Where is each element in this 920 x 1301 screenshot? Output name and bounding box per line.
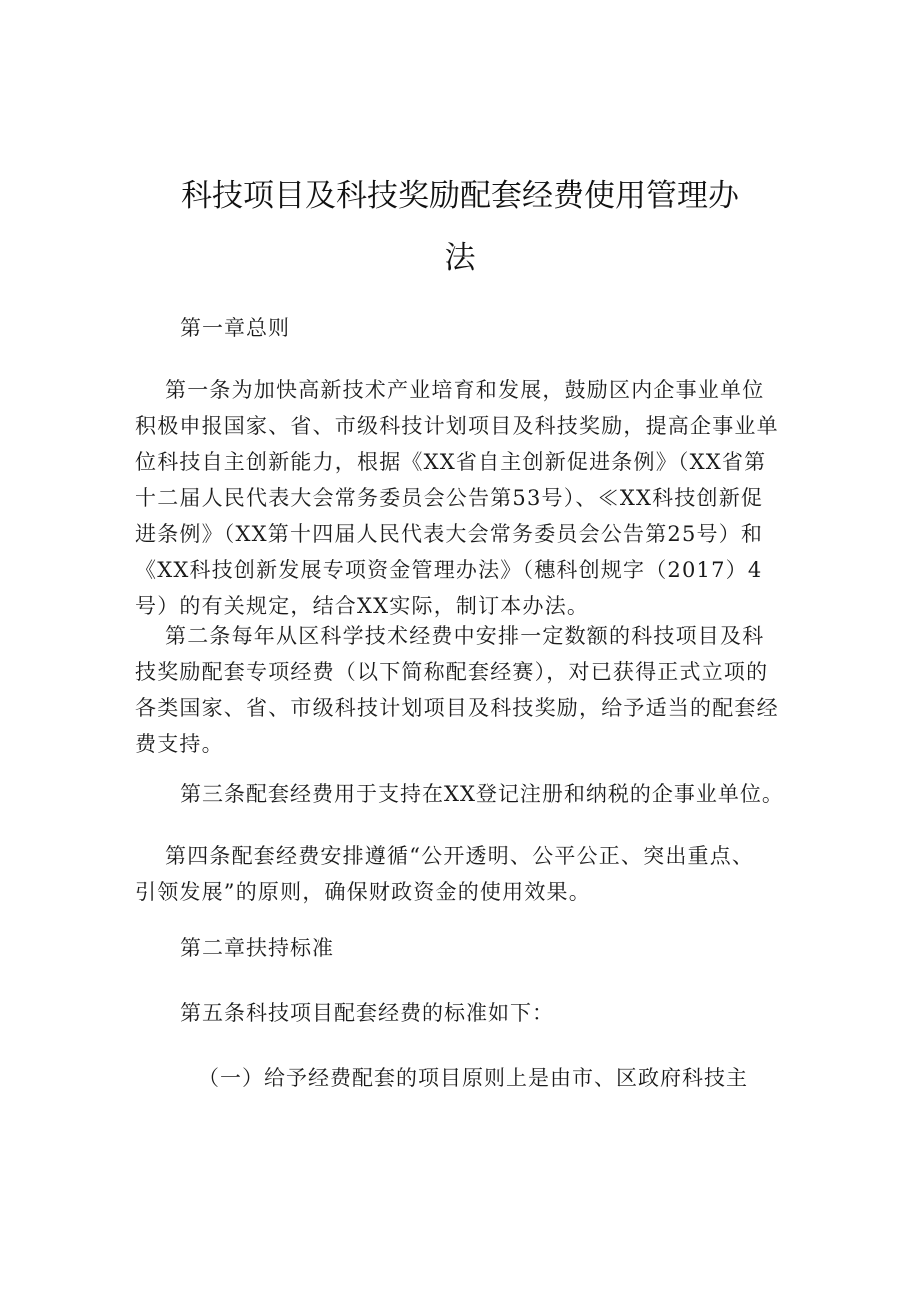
article-4-line: 第四条配套经费安排遵循“公开透明、公平公正、突出重点、 bbox=[165, 844, 755, 868]
article-5-item-1: （一）给予经费配套的项目原则上是由市、区政府科技主 bbox=[198, 1066, 748, 1090]
article-5: 第五条科技项目配套经费的标准如下： bbox=[180, 1001, 554, 1025]
title-line-1: 科技项目及科技奖励配套经费使用管理办 bbox=[181, 178, 739, 214]
article-1-line: 第一条为加快高新技术产业培育和发展，鼓励区内企事业单位 bbox=[165, 378, 765, 402]
article-2 bbox=[135, 618, 795, 762]
article-4 bbox=[135, 838, 795, 910]
article-1 bbox=[135, 372, 795, 624]
article-2-line: 费支持。 bbox=[135, 732, 224, 756]
chapter-2-heading: 第二章扶持标准 bbox=[180, 936, 334, 960]
chapter-1-heading: 第一章总则 bbox=[180, 316, 290, 340]
article-2-line: 技奖励配套专项经费（以下简称配套经赛），对已获得正式立项的 bbox=[135, 660, 769, 684]
article-1-line: 号）的有关规定，结合XX实际，制订本办法。 bbox=[135, 594, 590, 618]
article-1-line: 《XX科技创新发展专项资金管理办法》（穗科创规字（2017）4 bbox=[135, 558, 763, 582]
article-4-line: 引领发展”的原则，确保财政资金的使用效果。 bbox=[135, 880, 591, 904]
article-1-line: 积极申报国家、省、市级科技计划项目及科技奖励，提高企事业单 bbox=[135, 414, 779, 438]
document-title bbox=[130, 165, 790, 289]
article-3: 第三条配套经费用于支持在XX登记注册和纳税的企事业单位。 bbox=[180, 782, 784, 806]
title-line-2: 法 bbox=[444, 240, 476, 276]
article-1-line: 进条例》（XX第十四届人民代表大会常务委员会公告第25号）和 bbox=[135, 522, 764, 546]
article-1-line: 十二届人民代表大会常务委员会公告第53号）、≪XX科技创新促 bbox=[135, 486, 764, 510]
article-1-line: 位科技自主创新能力，根据《XX省自主创新促进条例》（XX省第 bbox=[135, 450, 767, 474]
article-2-line: 第二条每年从区科学技术经费中安排一定数额的科技项目及科 bbox=[165, 624, 765, 648]
article-2-line: 各类国家、省、市级科技计划项目及科技奖励，给予适当的配套经 bbox=[135, 696, 779, 720]
